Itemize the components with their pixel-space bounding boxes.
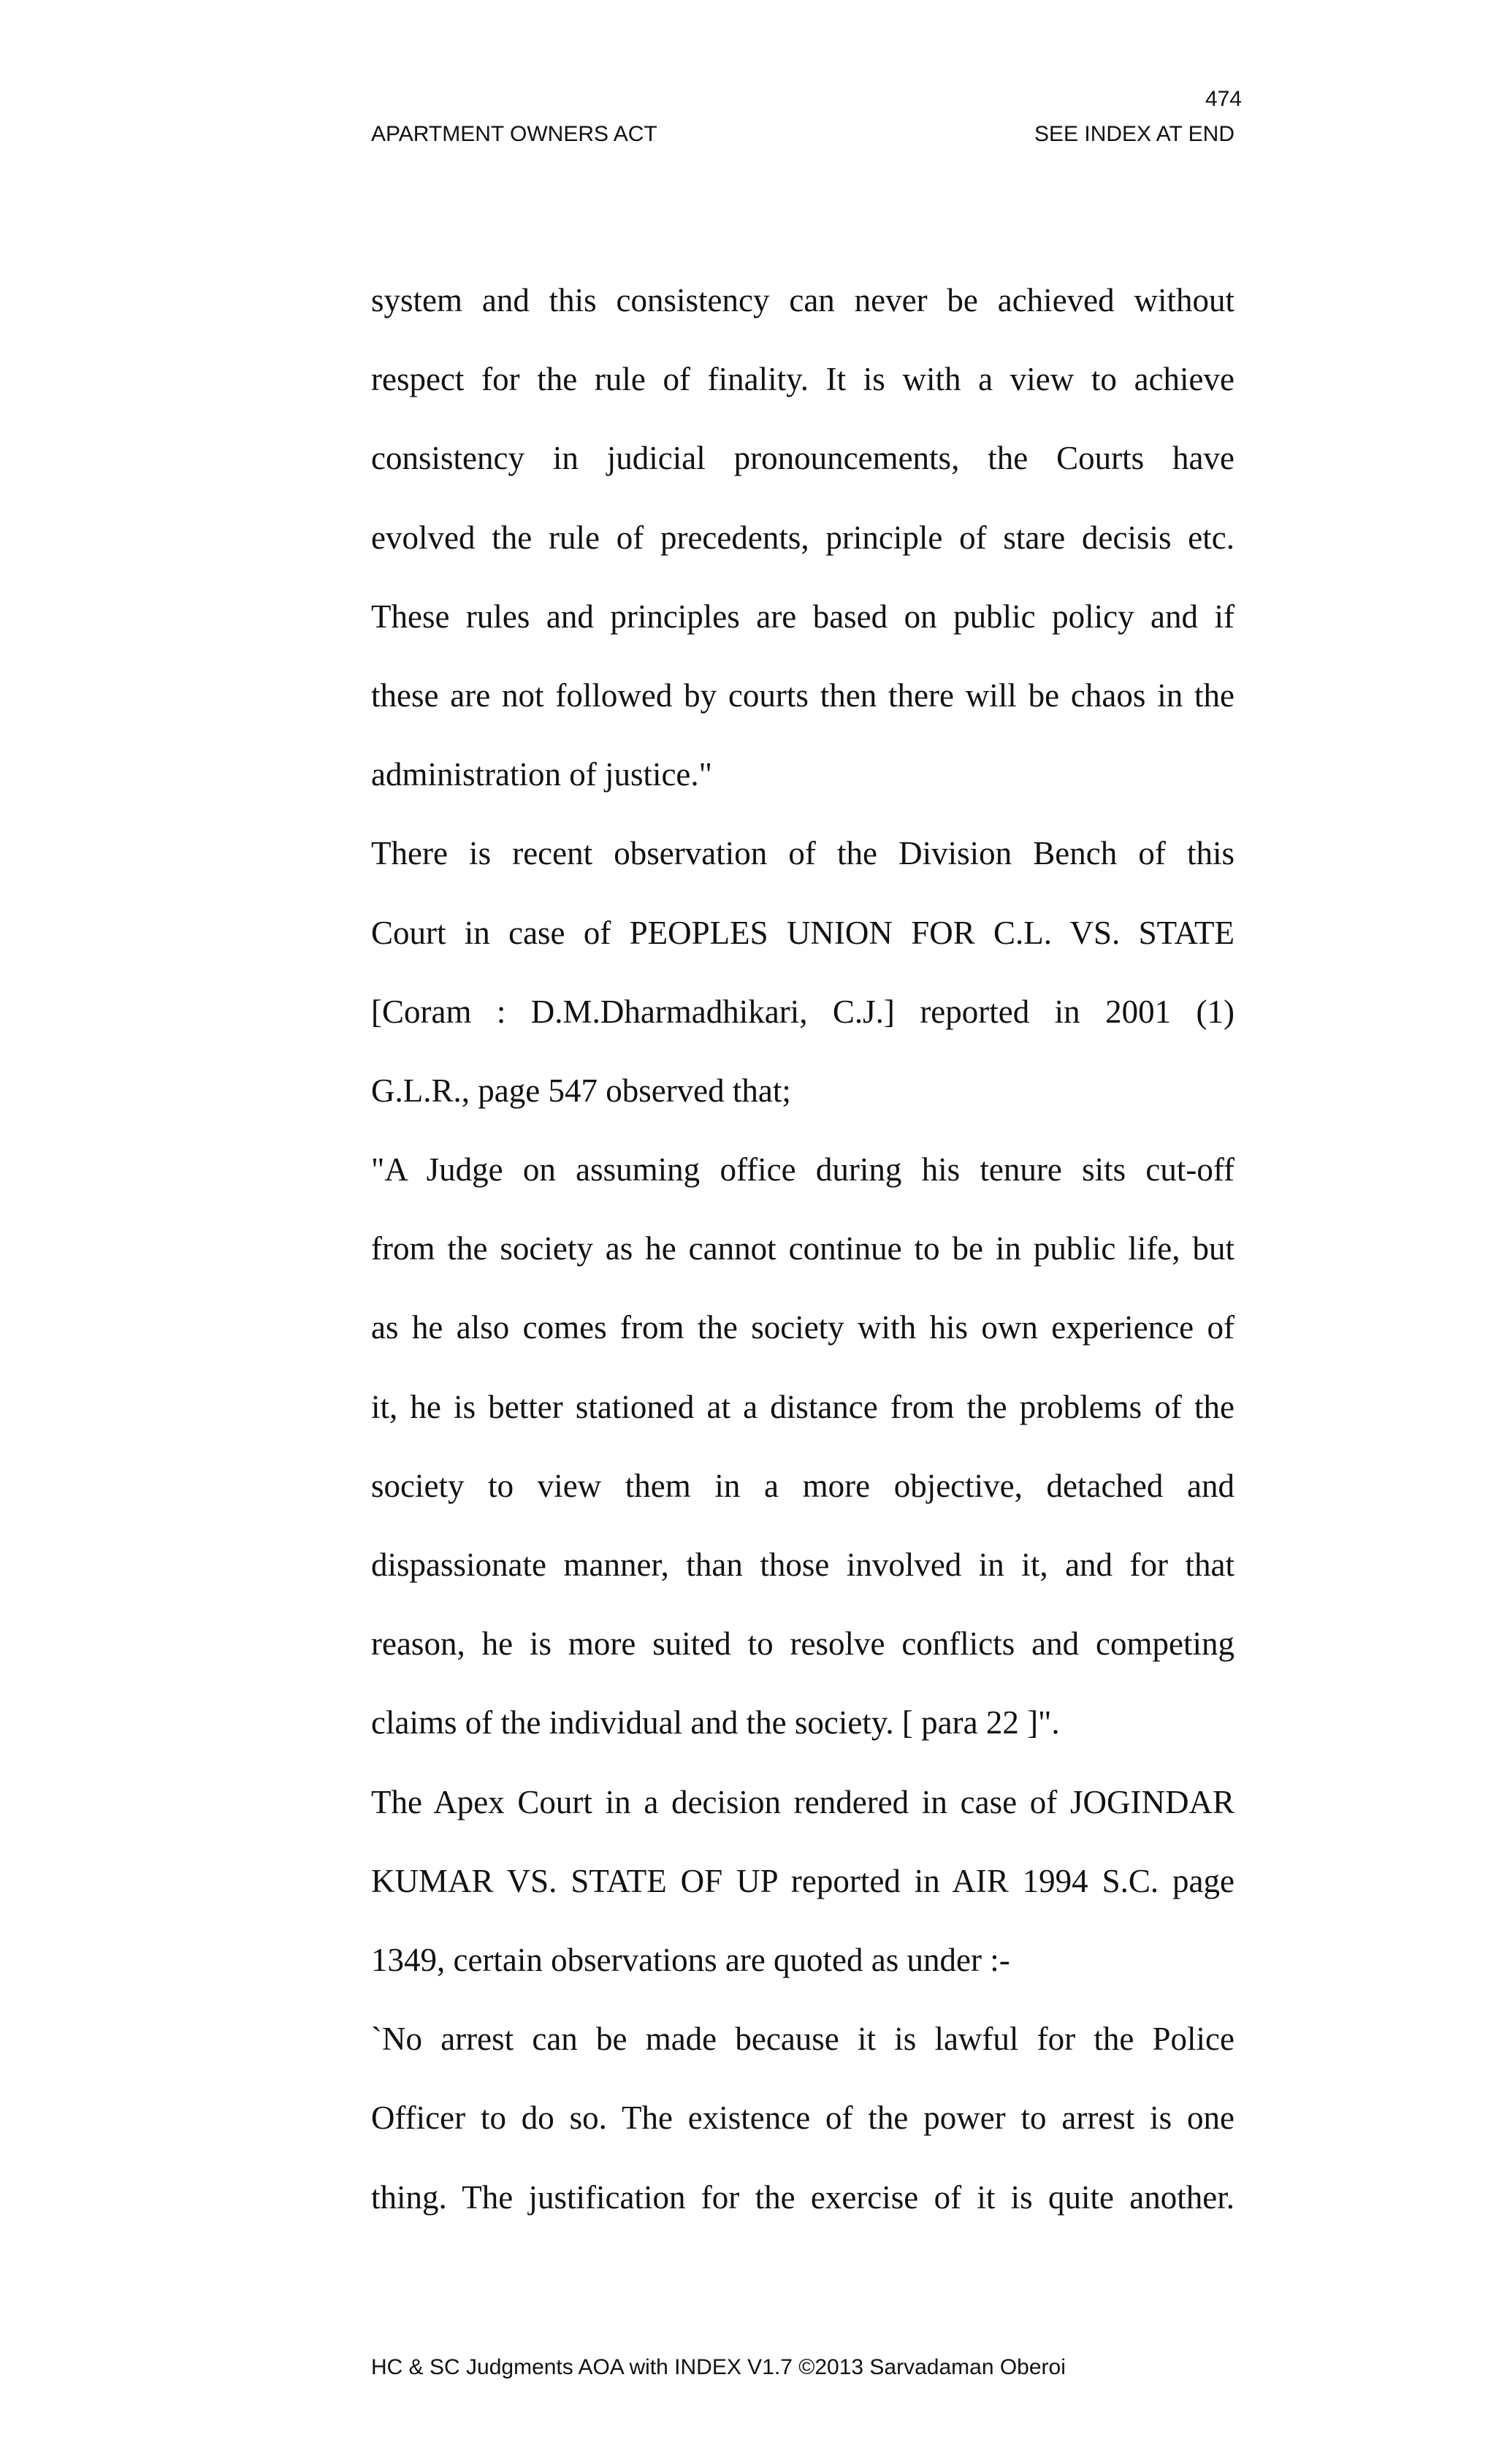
text-line: thing. The justification for the exercise of it is quite another.	[371, 2178, 1234, 2216]
header-left-title: APARTMENT OWNERS ACT	[371, 122, 657, 146]
text-line: claims of the individual and the society. [ para 22 ]".	[371, 1704, 1060, 1742]
text-line: administration of justice."	[371, 756, 713, 793]
text-line: evolved the rule of precedents, principle of stare decisis etc.	[371, 519, 1234, 556]
text-line: `No arrest can be made because it is lawful for the Police	[371, 2021, 1234, 2058]
text-line: 1349, certain observations are quoted as under :-	[371, 1941, 1010, 1978]
text-line: There is recent observation of the Division Bench of this	[371, 835, 1234, 872]
text-line: it, he is better stationed at a distance from the problems of the	[371, 1388, 1234, 1425]
text-line: system and this consistency can never be achieved without	[371, 282, 1234, 319]
text-line: The Apex Court in a decision rendered in case of JOGINDAR	[371, 1783, 1234, 1820]
text-line: society to view them in a more objective, detached and	[371, 1467, 1234, 1504]
text-line: [Coram : D.M.Dharmadhikari, C.J.] reported in 2001 (1)	[371, 993, 1234, 1030]
running-header	[371, 121, 1234, 148]
text-line: as he also comes from the society with his own experience of	[371, 1309, 1234, 1346]
page-number: 474	[1205, 87, 1242, 111]
text-line: "A Judge on assuming office during his tenure sits cut-off	[371, 1151, 1234, 1189]
text-line: from the society as he cannot continue to be in public life, but	[371, 1230, 1234, 1267]
text-line: consistency in judicial pronouncements, the Courts have	[371, 440, 1234, 477]
text-line: respect for the rule of finality. It is with a view to achieve	[371, 361, 1234, 398]
text-line: reason, he is more suited to resolve conflicts and competing	[371, 1625, 1234, 1663]
text-line: G.L.R., page 547 observed that;	[371, 1072, 791, 1109]
text-line: Court in case of PEOPLES UNION FOR C.L. VS. STATE	[371, 914, 1234, 951]
body-text	[371, 261, 1234, 2237]
text-line: These rules and principles are based on public policy and if	[371, 598, 1234, 635]
text-line: KUMAR VS. STATE OF UP reported in AIR 1994 S.C. page	[371, 1862, 1234, 1899]
text-line: these are not followed by courts then there will be chaos in the	[371, 676, 1234, 714]
text-line: dispassionate manner, than those involved in it, and for that	[371, 1546, 1234, 1583]
footer-copyright: HC & SC Judgments AOA with INDEX V1.7 ©2013 Sarvadaman Oberoi	[371, 2355, 1066, 2379]
text-line: Officer to do so. The existence of the power to arrest is one	[371, 2099, 1234, 2137]
header-right-note: SEE INDEX AT END	[1034, 122, 1234, 146]
